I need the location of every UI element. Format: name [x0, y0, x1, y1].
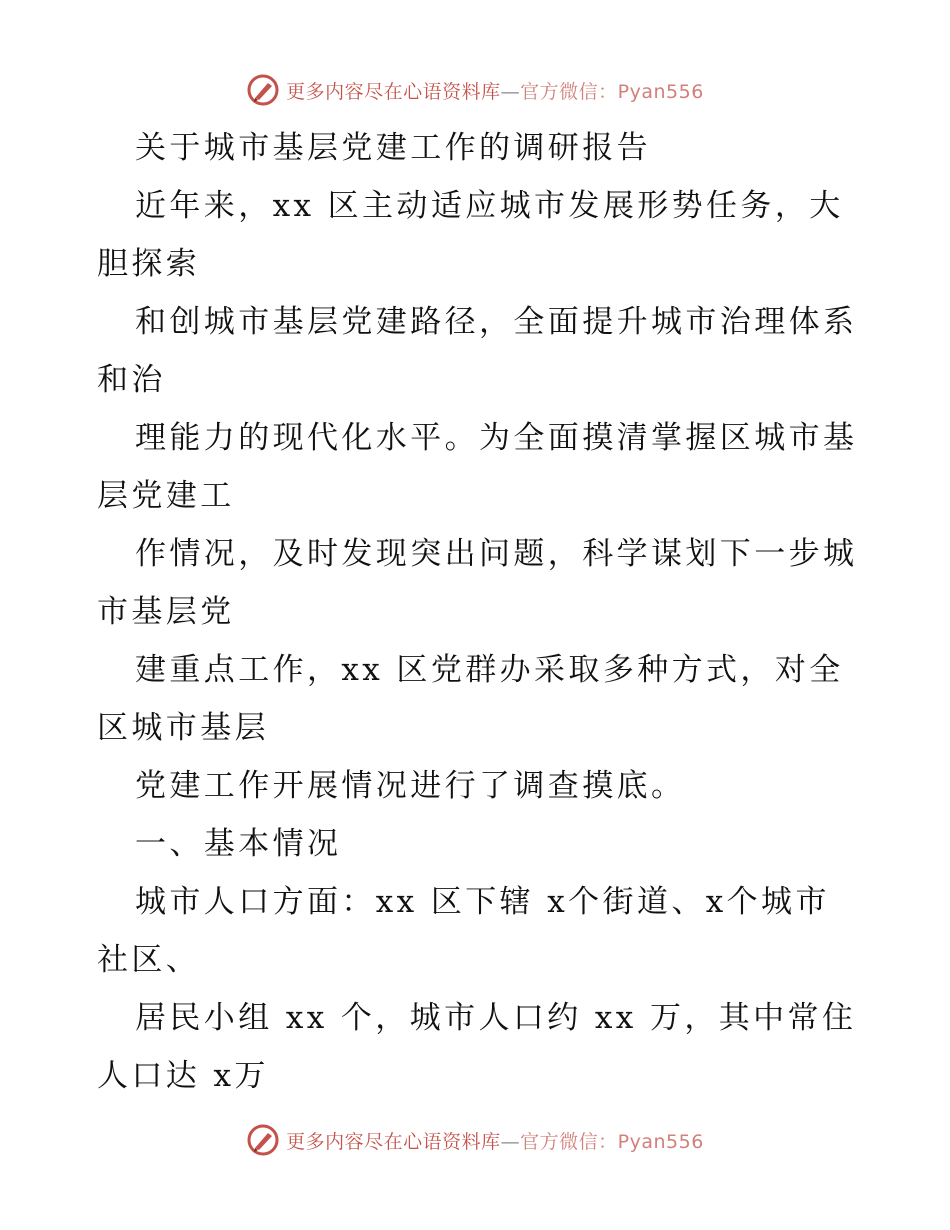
paragraph-line: 党建工作开展情况进行了调查摸底。: [135, 768, 686, 804]
footer-banner: [0, 1120, 950, 1160]
paragraph-line: 居民小组 xx 个，城市人口约 xx 万，其中常住: [135, 1000, 857, 1036]
paragraph-line: 作情况，及时发现突出问题，科学谋划下一步城: [135, 536, 858, 572]
paragraph-line: 区城市基层: [97, 710, 269, 746]
paragraph-line: 胆探索: [97, 246, 201, 282]
pen-logo-icon: [246, 1123, 280, 1157]
paragraph-line: 社区、: [97, 942, 201, 978]
paragraph-line: 城市人口方面：xx 区下辖 x个街道、x个城市: [135, 884, 830, 920]
paragraph-line: 和治: [97, 362, 166, 398]
banner-text: 更多内容尽在心语资料库—官方微信：Pyan556: [286, 80, 704, 103]
paragraph-line: 层党建工: [97, 478, 235, 514]
document-title: 关于城市基层党建工作的调研报告: [135, 130, 651, 166]
paragraph-line: 和创城市基层党建路径，全面提升城市治理体系: [135, 304, 858, 340]
pen-logo-icon: [246, 73, 280, 107]
paragraph-line: 近年来，xx 区主动适应城市发展形势任务，大: [135, 188, 844, 224]
paragraph-line: 市基层党: [97, 594, 235, 630]
paragraph-line: 人口达 x万: [97, 1058, 269, 1094]
banner-text: 更多内容尽在心语资料库—官方微信：Pyan556: [286, 1130, 704, 1153]
paragraph-line: 理能力的现代化水平。为全面摸清掌握区城市基: [135, 420, 858, 456]
section-heading: 一、基本情况: [135, 826, 342, 862]
paragraph-line: 建重点工作，xx 区党群办采取多种方式，对全: [135, 652, 844, 688]
header-banner: [0, 70, 950, 110]
